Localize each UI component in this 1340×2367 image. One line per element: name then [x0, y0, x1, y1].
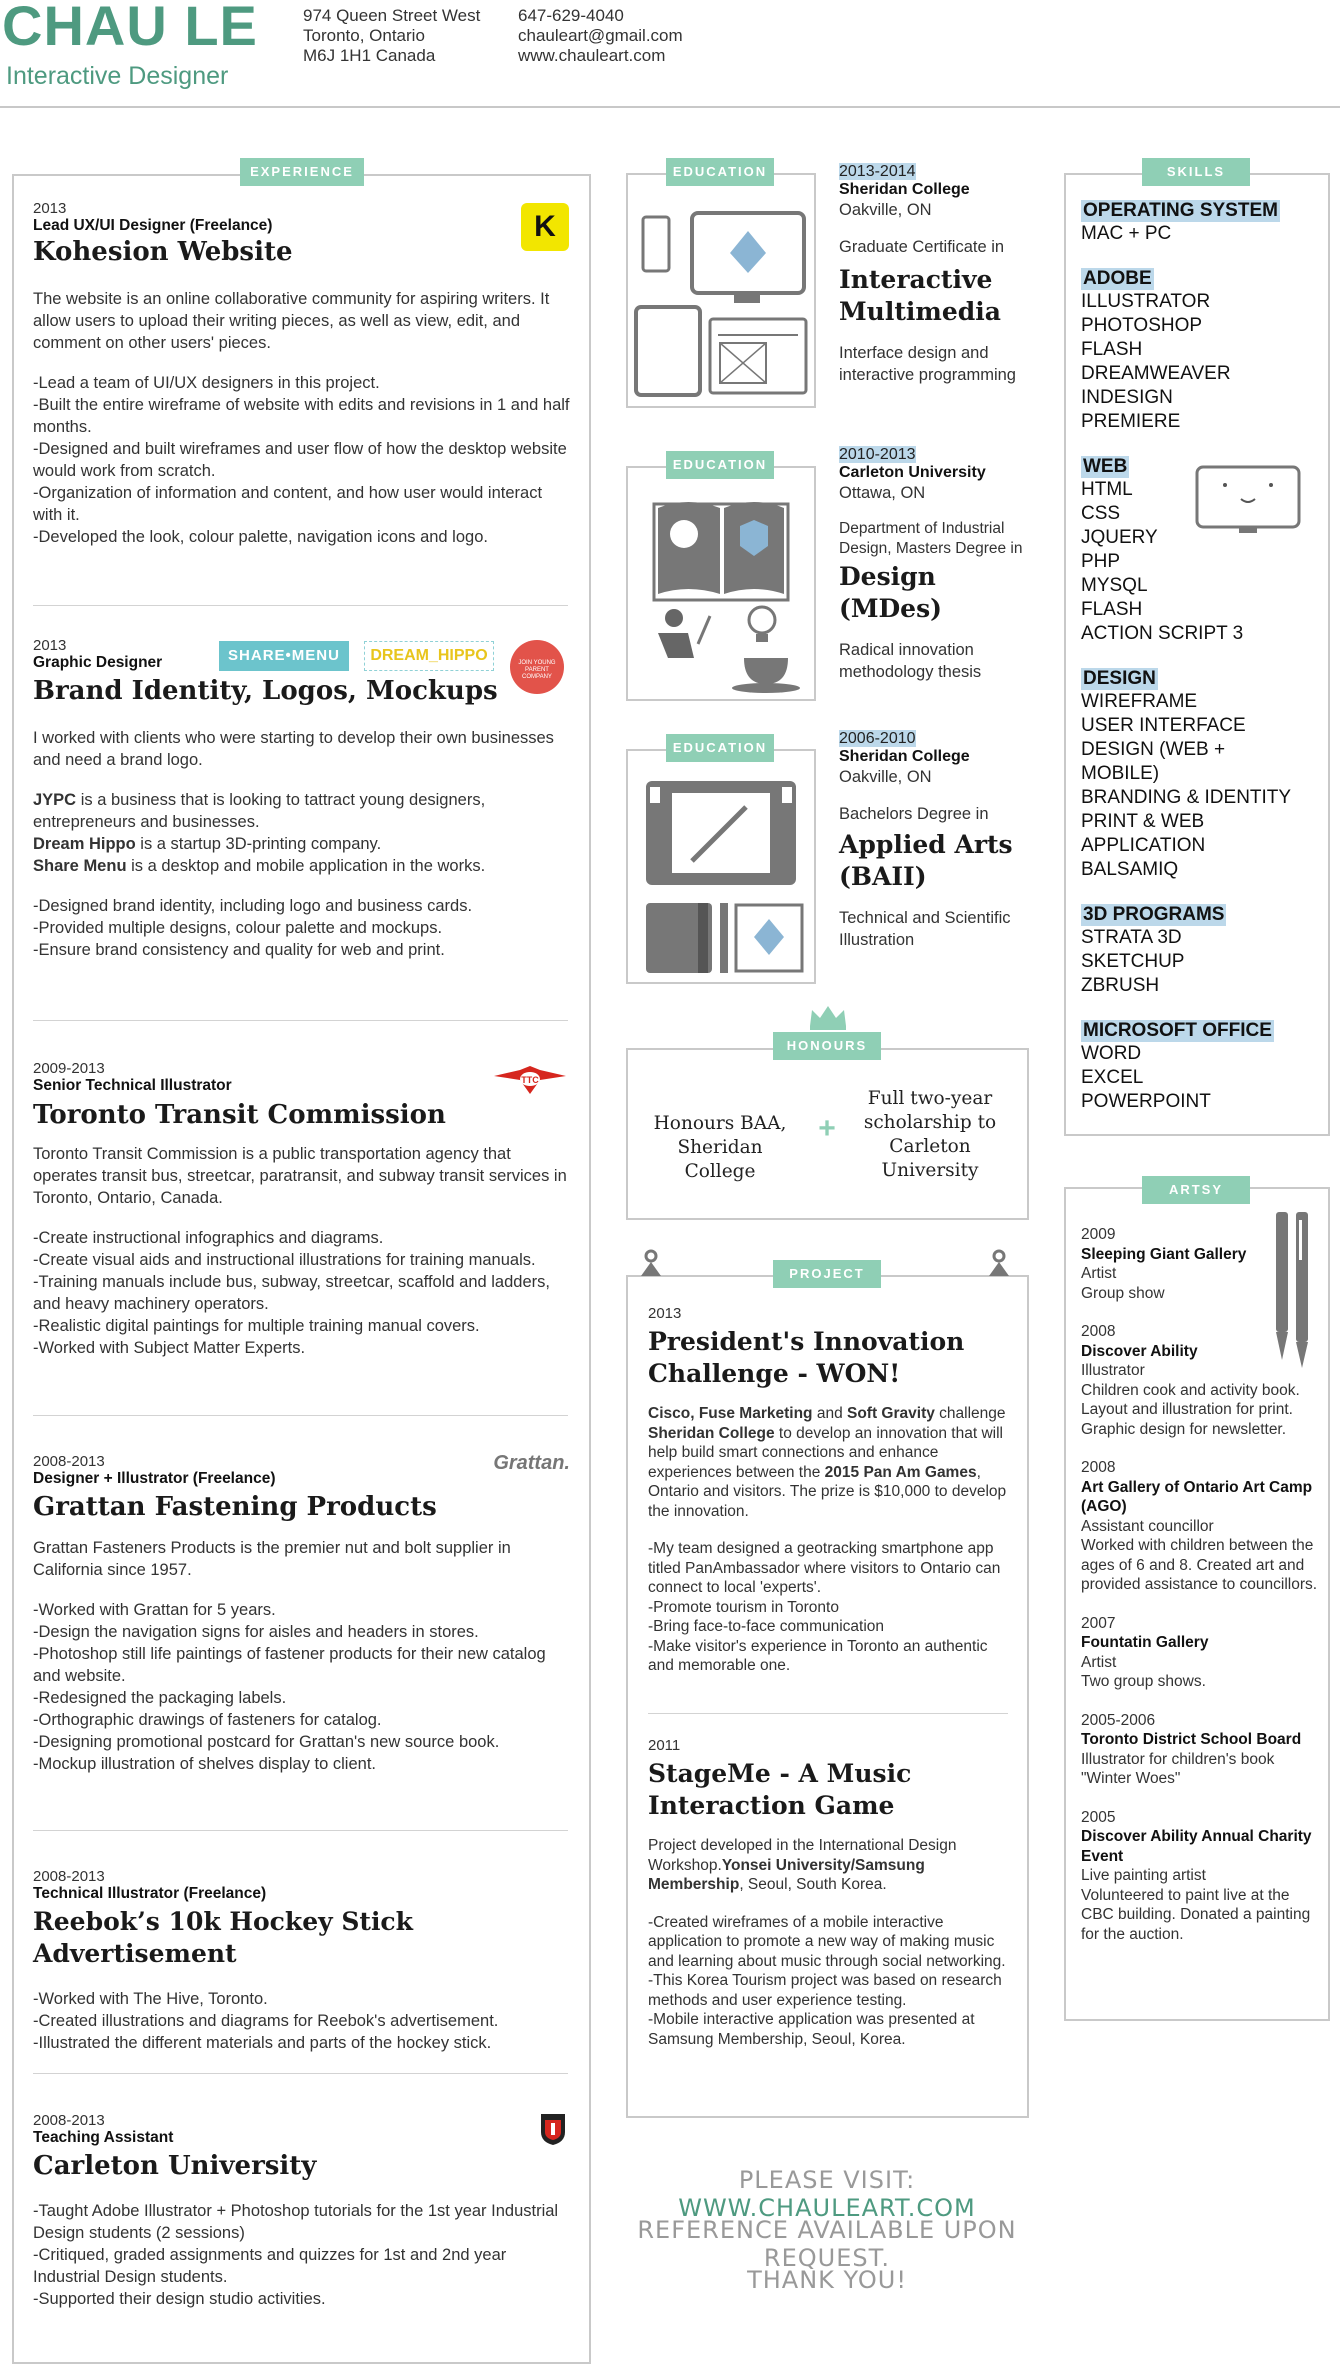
skill-item: PRINT & WEB: [1081, 811, 1205, 832]
intro-bold: Cisco, Fuse Marketing: [648, 1405, 813, 1422]
honours-right: Full two-year scholarship to Carleton University: [863, 1088, 997, 1181]
intro-bold: Soft Gravity: [847, 1405, 935, 1422]
skill-item: HTML: [1081, 479, 1133, 500]
artsy-line: Worked with children between the ages of 6 and 8. Created art and provided assistance to councillors.: [1081, 1537, 1318, 1593]
bullet: -Ensure brand consistency and quality for web and print.: [33, 941, 445, 959]
experience-date: 2009-2013: [33, 1060, 105, 1077]
address-line: Toronto, Ontario: [303, 26, 425, 45]
skill-item: WIREFRAME: [1081, 691, 1198, 712]
skill-group-head: OPERATING SYSTEM: [1083, 200, 1278, 221]
experience-role: Graphic Designer: [33, 654, 163, 671]
bullet: -My team designed a geotracking smartphone app titled PanAmbassador where visitors to Ontario can connect to local 'experts'.: [648, 1540, 1001, 1596]
skill-item: SKETCHUP: [1081, 951, 1185, 972]
client-desc: is a startup 3D-printing company.: [135, 835, 382, 853]
bullet: -Training manuals include bus, subway, streetcar, scaffold and ladders, and heavy machinery operators.: [33, 1273, 550, 1313]
artsy-name: Fountatin Gallery: [1081, 1634, 1209, 1651]
education-city: Oakville, ON: [839, 768, 932, 786]
client-desc: is a desktop and mobile application in the works.: [126, 857, 486, 875]
education-school: Sheridan College: [839, 181, 970, 198]
skills-tag: SKILLS: [1142, 158, 1250, 186]
separator: [33, 1830, 568, 1831]
bullet: -Mobile interactive application was presented at Samsung Membership, Seoul, Korea.: [648, 2011, 975, 2048]
bullet: -Orthographic drawings of fasteners for catalog.: [33, 1711, 382, 1729]
skill-item: ACTION SCRIPT 3: [1081, 623, 1244, 644]
bullet: -Organization of information and content, and how user would interact with it.: [33, 484, 543, 524]
bullet: -Provided multiple designs, colour palette and mockups.: [33, 919, 443, 937]
education-tag: EDUCATION: [666, 734, 774, 762]
skill-item: FLASH: [1081, 599, 1143, 620]
bullet: -Illustrated the different materials and parts of the hockey stick.: [33, 2034, 492, 2052]
bullet: -Designed brand identity, including logo and business cards.: [33, 897, 473, 915]
bullet: -This Korea Tourism project was based on research methods and user experience testing.: [648, 1972, 1002, 2009]
address-line: 974 Queen Street West: [303, 6, 481, 25]
bullet: -Worked with Subject Matter Experts.: [33, 1339, 306, 1357]
experience-bullets: [33, 1988, 593, 2054]
project-bullets: [648, 1539, 1008, 1676]
experience-item-ttc: [33, 1060, 573, 1359]
education-school: Carleton University: [839, 464, 986, 481]
experience-desc: The website is an online collaborative community for aspiring writers. It allow users to upload their writing pieces, as well as view, edit, and comment on other users' pieces.: [33, 290, 550, 352]
skill-group-head: WEB: [1083, 456, 1128, 477]
skill-group: [1081, 668, 1321, 882]
bullet: -Created illustrations and diagrams for Reebok's advertisement.: [33, 2012, 499, 2030]
project-item: [648, 1737, 1008, 2049]
website-link[interactable]: www.chauleart.com: [518, 46, 666, 65]
project-date: 2011: [648, 1737, 681, 1754]
experience-bullets: [33, 895, 573, 961]
artsy-line: Illustrator: [1081, 1362, 1145, 1379]
education-date: 2006-2010: [839, 730, 916, 747]
carleton-crest-icon: [539, 2112, 567, 2146]
experience-title: Carleton University: [33, 2151, 317, 2181]
address-line: M6J 1H1 Canada: [303, 46, 436, 65]
artsy-name: Discover Ability Annual Charity Event: [1081, 1828, 1312, 1865]
separator: [648, 1713, 1008, 1714]
education-item: [839, 163, 1039, 386]
ttc-logo-text: TTC: [521, 1075, 539, 1085]
header-name: CHAU LE: [2, 0, 258, 57]
hanger-icon: [638, 1248, 664, 1280]
bullet: -Worked with The Hive, Toronto.: [33, 1990, 268, 2008]
skill-item: JQUERY: [1081, 527, 1158, 548]
artsy-name: Discover Ability: [1081, 1342, 1198, 1360]
bullet: -Make visitor's experience in Toronto an authentic and memorable one.: [648, 1637, 988, 1674]
bullet: -Created wireframes of a mobile interactive application to promote a new way of making music and learning about music through social networking.: [648, 1913, 1006, 1970]
bullet: -Bring face-to-face communication: [648, 1618, 885, 1635]
experience-item-carleton: [33, 2112, 573, 2310]
client-name: Share Menu: [33, 857, 127, 875]
experience-item-reebok: [33, 1868, 593, 2054]
experience-item-brand: [33, 637, 573, 961]
artsy-name: Toronto District School Board: [1081, 1731, 1302, 1748]
artsy-item: [1081, 1614, 1321, 1692]
intro-text: and: [812, 1405, 847, 1422]
skill-group-head: DESIGN: [1083, 668, 1156, 689]
artsy-year: 2007: [1081, 1614, 1116, 1632]
bullet: -Taught Adobe Illustrator + Photoshop tutorials for the 1st year Industrial Design students (2 sessions): [33, 2202, 559, 2242]
experience-title: Reebok’s 10k Hockey Stick Advertisement: [33, 1907, 413, 1968]
bullet: -Photoshop still life paintings of fastener products for their new catalog and website.: [33, 1645, 546, 1685]
education-title: Design (MDes): [839, 562, 942, 623]
artsy-line: Artist: [1081, 1653, 1117, 1671]
project-date: 2013: [648, 1305, 682, 1322]
experience-tag: EXPERIENCE: [240, 158, 364, 186]
bullet: -Mockup illustration of shelves display to client.: [33, 1755, 376, 1773]
separator: [33, 2073, 568, 2074]
skill-group-head: 3D PROGRAMS: [1083, 904, 1225, 925]
education-city: Oakville, ON: [839, 201, 932, 219]
artsy-name: Art Gallery of Ontario Art Camp (AGO): [1081, 1478, 1313, 1515]
intro-text: to develop an innovation that will help build smart connections and enhance experiences between the: [648, 1424, 1003, 1481]
skill-item: ILLUSTRATOR: [1081, 291, 1211, 312]
bullet: -Built the entire wireframe of website with edits and revisions in 1 and half months.: [33, 396, 570, 436]
experience-desc: Toronto Transit Commission is a public transportation agency that operates transit bus, streetcar, paratransit, and subway transit services in Toronto, Ontario, Canada.: [33, 1145, 567, 1207]
skill-item: PHP: [1081, 551, 1121, 572]
visit-label: PLEASE VISIT:: [738, 2166, 916, 2194]
skill-item: STRATA 3D: [1081, 927, 1182, 948]
share-menu-logo: SHARE•MENU: [219, 641, 349, 671]
artsy-line: Two group shows.: [1081, 1673, 1206, 1690]
experience-desc: I worked with clients who were starting to develop their own businesses and need a brand logo.: [33, 729, 554, 769]
education-item: [839, 446, 1039, 683]
education-program: Graduate Certificate in: [839, 238, 1005, 256]
artsy-item: [1081, 1225, 1321, 1303]
artsy-line: Live painting artist: [1081, 1867, 1206, 1884]
project-title: President's Innovation Challenge - WON!: [648, 1327, 965, 1388]
experience-desc: Grattan Fasteners Products is the premier nut and bolt supplier in California since 1957.: [33, 1539, 511, 1579]
education-city: Ottawa, ON: [839, 484, 926, 502]
skill-group: [1081, 456, 1321, 646]
ttc-logo: [492, 1064, 568, 1096]
education-tag: EDUCATION: [666, 451, 774, 479]
education-note: Interface design and interactive programming: [839, 344, 1016, 384]
skill-item: EXCEL: [1081, 1067, 1144, 1088]
bullet: -Supported their design studio activities.: [33, 2290, 326, 2308]
skill-item: DESIGN (WEB +: [1081, 739, 1226, 760]
intro-bold: 2015 Pan Am Games: [824, 1463, 977, 1481]
experience-title: Kohesion Website: [33, 237, 293, 267]
honours-left: Honours BAA, Sheridan College: [653, 1113, 787, 1182]
skill-item: PHOTOSHOP: [1081, 315, 1203, 336]
bullet: -Critiqued, graded assignments and quizzes for 1st and 2nd year Industrial Design students.: [33, 2246, 507, 2286]
artsy-item: [1081, 1458, 1321, 1595]
experience-title: Grattan Fastening Products: [33, 1492, 437, 1522]
project-title: StageMe - A Music Interaction Game: [648, 1759, 912, 1820]
experience-bullets: [33, 2200, 573, 2310]
education-program: Bachelors Degree in: [839, 805, 989, 823]
skill-group-head: ADOBE: [1083, 268, 1152, 289]
client-name: Dream Hippo: [33, 835, 136, 853]
artsy-tag: ARTSY: [1142, 1176, 1250, 1204]
bullet: -Designing promotional postcard for Grattan's new source book.: [33, 1733, 500, 1751]
jypc-logo: JOIN YOUNG PARENT COMPANY: [510, 640, 564, 694]
skill-item: PREMIERE: [1081, 411, 1181, 432]
tablet-tools-icon: [628, 751, 814, 982]
thank-you: THANK YOU!: [747, 2266, 907, 2294]
client-list: [33, 789, 573, 877]
skill-item: POWERPOINT: [1081, 1091, 1211, 1112]
skill-item: BALSAMIQ: [1081, 859, 1179, 880]
bullet: -Create visual aids and instructional illustrations for training manuals.: [33, 1251, 536, 1269]
client-name: JYPC: [33, 791, 77, 809]
education-title: Interactive Multimedia: [839, 265, 1001, 326]
intro-bold: Yonsei University/Samsung Membership: [648, 1856, 925, 1893]
bullet: -Lead a team of UI/UX designers in this project.: [33, 374, 380, 392]
skill-group: [1081, 1020, 1321, 1114]
intro-text: Project developed in the International Design Workshop.: [648, 1837, 957, 1874]
skill-group: [1081, 200, 1321, 246]
project-tag: PROJECT: [773, 1260, 881, 1288]
skill-item: MOBILE): [1081, 763, 1160, 784]
education-image-panel: [626, 749, 816, 984]
separator: [33, 605, 568, 606]
intro-bold: Sheridan College: [648, 1424, 775, 1442]
experience-date: 2008-2013: [33, 1868, 105, 1885]
email-link[interactable]: chauleart@gmail.com: [518, 26, 683, 45]
bullet: -Realistic digital paintings for multiple training manual covers.: [33, 1317, 480, 1335]
skills-list: [1081, 200, 1321, 1114]
artsy-item: [1081, 1322, 1321, 1439]
education-program: Department of Industrial Design, Masters Degree in: [839, 520, 1023, 557]
experience-date: 2013: [33, 200, 67, 217]
bullet: -Designed and built wireframes and user flow of how the desktop website would work from scratch.: [33, 440, 567, 480]
bullet: -Promote tourism in Toronto: [648, 1598, 839, 1616]
skill-item: ZBRUSH: [1081, 975, 1160, 996]
skill-item: DREAMWEAVER: [1081, 363, 1231, 384]
education-school: Sheridan College: [839, 748, 970, 765]
skill-group: [1081, 268, 1321, 434]
skill-group-head: MICROSOFT OFFICE: [1083, 1020, 1272, 1041]
devices-icon: [628, 175, 814, 406]
artsy-line: Graphic design for newsletter.: [1081, 1420, 1287, 1438]
client-item: [33, 789, 573, 833]
bullet: -Developed the look, colour palette, navigation icons and logo.: [33, 528, 488, 546]
education-title: Applied Arts (BAII): [839, 830, 1013, 891]
experience-role: Designer + Illustrator (Freelance): [33, 1470, 276, 1487]
experience-role: Lead UX/UI Designer (Freelance): [33, 217, 273, 234]
artsy-year: 2008: [1081, 1459, 1116, 1476]
bullet: -Worked with Grattan for 5 years.: [33, 1601, 276, 1619]
experience-role: Senior Technical Illustrator: [33, 1077, 232, 1094]
artsy-year: 2005-2006: [1081, 1711, 1156, 1729]
artsy-line: Assistant councillor: [1081, 1517, 1214, 1535]
intro-text: , Ontario and visitors. The prize is $10,000 to develop the innovation.: [648, 1463, 1007, 1520]
header-divider: [0, 106, 1340, 108]
intro-text: challenge: [934, 1405, 1006, 1422]
experience-date: 2013: [33, 637, 67, 654]
separator: [33, 1020, 568, 1021]
hanger-icon: [986, 1248, 1012, 1280]
dream-hippo-logo: DREAM_HIPPO: [364, 641, 494, 671]
artsy-line: Group show: [1081, 1284, 1165, 1302]
bullet: -Create instructional infographics and diagrams.: [33, 1229, 384, 1247]
header-role: Interactive Designer: [6, 62, 229, 90]
experience-bullets: [33, 1227, 573, 1359]
education-item: [839, 730, 1039, 951]
skill-item: BRANDING & IDENTITY: [1081, 787, 1292, 808]
education-image-panel: [626, 466, 816, 701]
crown-icon: [808, 1004, 848, 1030]
project-intro: [648, 1836, 1008, 1895]
artsy-name: Sleeping Giant Gallery: [1081, 1245, 1247, 1263]
experience-item-kohesion: [33, 200, 573, 548]
skill-item: MAC + PC: [1081, 223, 1172, 244]
reference-line: REFERENCE AVAILABLE UPON REQUEST.: [637, 2216, 1017, 2272]
artsy-line: Children cook and activity book.: [1081, 1381, 1300, 1399]
phone: 647-629-4040: [518, 6, 624, 25]
experience-role: Technical Illustrator (Freelance): [33, 1885, 267, 1902]
client-item: [33, 855, 573, 877]
experience-date: 2008-2013: [33, 1453, 105, 1470]
artsy-line: Artist: [1081, 1265, 1117, 1282]
bullet: -Redesigned the packaging labels.: [33, 1689, 287, 1707]
project-bullets: [648, 1913, 1008, 2050]
experience-bullets: [33, 372, 573, 548]
skill-item: USER INTERFACE: [1081, 715, 1246, 736]
project-intro: [648, 1404, 1008, 1521]
education-image-panel: [626, 173, 816, 408]
artsy-line: Illustrator for children's book "Winter Woes": [1081, 1750, 1275, 1787]
experience-bullets: [33, 1599, 573, 1775]
experience-title: Toronto Transit Commission: [33, 1100, 446, 1130]
artsy-year: 2009: [1081, 1226, 1116, 1243]
skill-item: MYSQL: [1081, 575, 1148, 596]
intro-text: , Seoul, South Korea.: [739, 1876, 887, 1893]
visit-line: [627, 2166, 1027, 2222]
education-note: Technical and Scientific Illustration: [839, 909, 1011, 949]
project-item: [648, 1305, 1008, 1676]
address-block: [303, 6, 480, 66]
client-desc: is a business that is looking to tattract young designers, entrepreneurs and businesses.: [33, 791, 486, 831]
artsy-list: [1081, 1225, 1321, 1944]
experience-role: Teaching Assistant: [33, 2129, 174, 2146]
education-date: 2013-2014: [839, 163, 916, 180]
artsy-year: 2008: [1081, 1323, 1116, 1340]
website-link[interactable]: WWW.CHAULEART.COM: [678, 2194, 976, 2222]
artsy-item: [1081, 1711, 1321, 1789]
plus-icon: +: [818, 1112, 836, 1145]
skill-group: [1081, 904, 1321, 998]
education-date: 2010-2013: [839, 446, 916, 463]
education-tag: EDUCATION: [666, 158, 774, 186]
skill-item: APPLICATION: [1081, 835, 1206, 856]
grattan-logo: Grattan.: [493, 1452, 570, 1474]
contact-block: [518, 6, 683, 66]
artsy-line: Layout and illustration for print.: [1081, 1401, 1293, 1418]
book-icon: [628, 468, 814, 699]
separator: [33, 1415, 568, 1416]
kohesion-logo: K: [521, 203, 569, 251]
experience-title: Brand Identity, Logos, Mockups: [33, 676, 498, 706]
skill-item: INDESIGN: [1081, 387, 1173, 408]
bullet: -Design the navigation signs for aisles and headers in stores.: [33, 1623, 479, 1641]
honours-tag: HONOURS: [773, 1032, 881, 1060]
education-note: Radical innovation methodology thesis: [839, 641, 982, 681]
experience-date: 2008-2013: [33, 2112, 105, 2129]
artsy-line: Volunteered to paint live at the CBC building. Donated a painting for the auction.: [1081, 1886, 1311, 1943]
skill-item: WORD: [1081, 1043, 1142, 1064]
client-item: [33, 833, 573, 855]
experience-item-grattan: [33, 1453, 573, 1775]
artsy-item: [1081, 1808, 1321, 1945]
skill-item: CSS: [1081, 503, 1121, 524]
artsy-year: 2005: [1081, 1808, 1116, 1826]
skill-item: FLASH: [1081, 339, 1143, 360]
